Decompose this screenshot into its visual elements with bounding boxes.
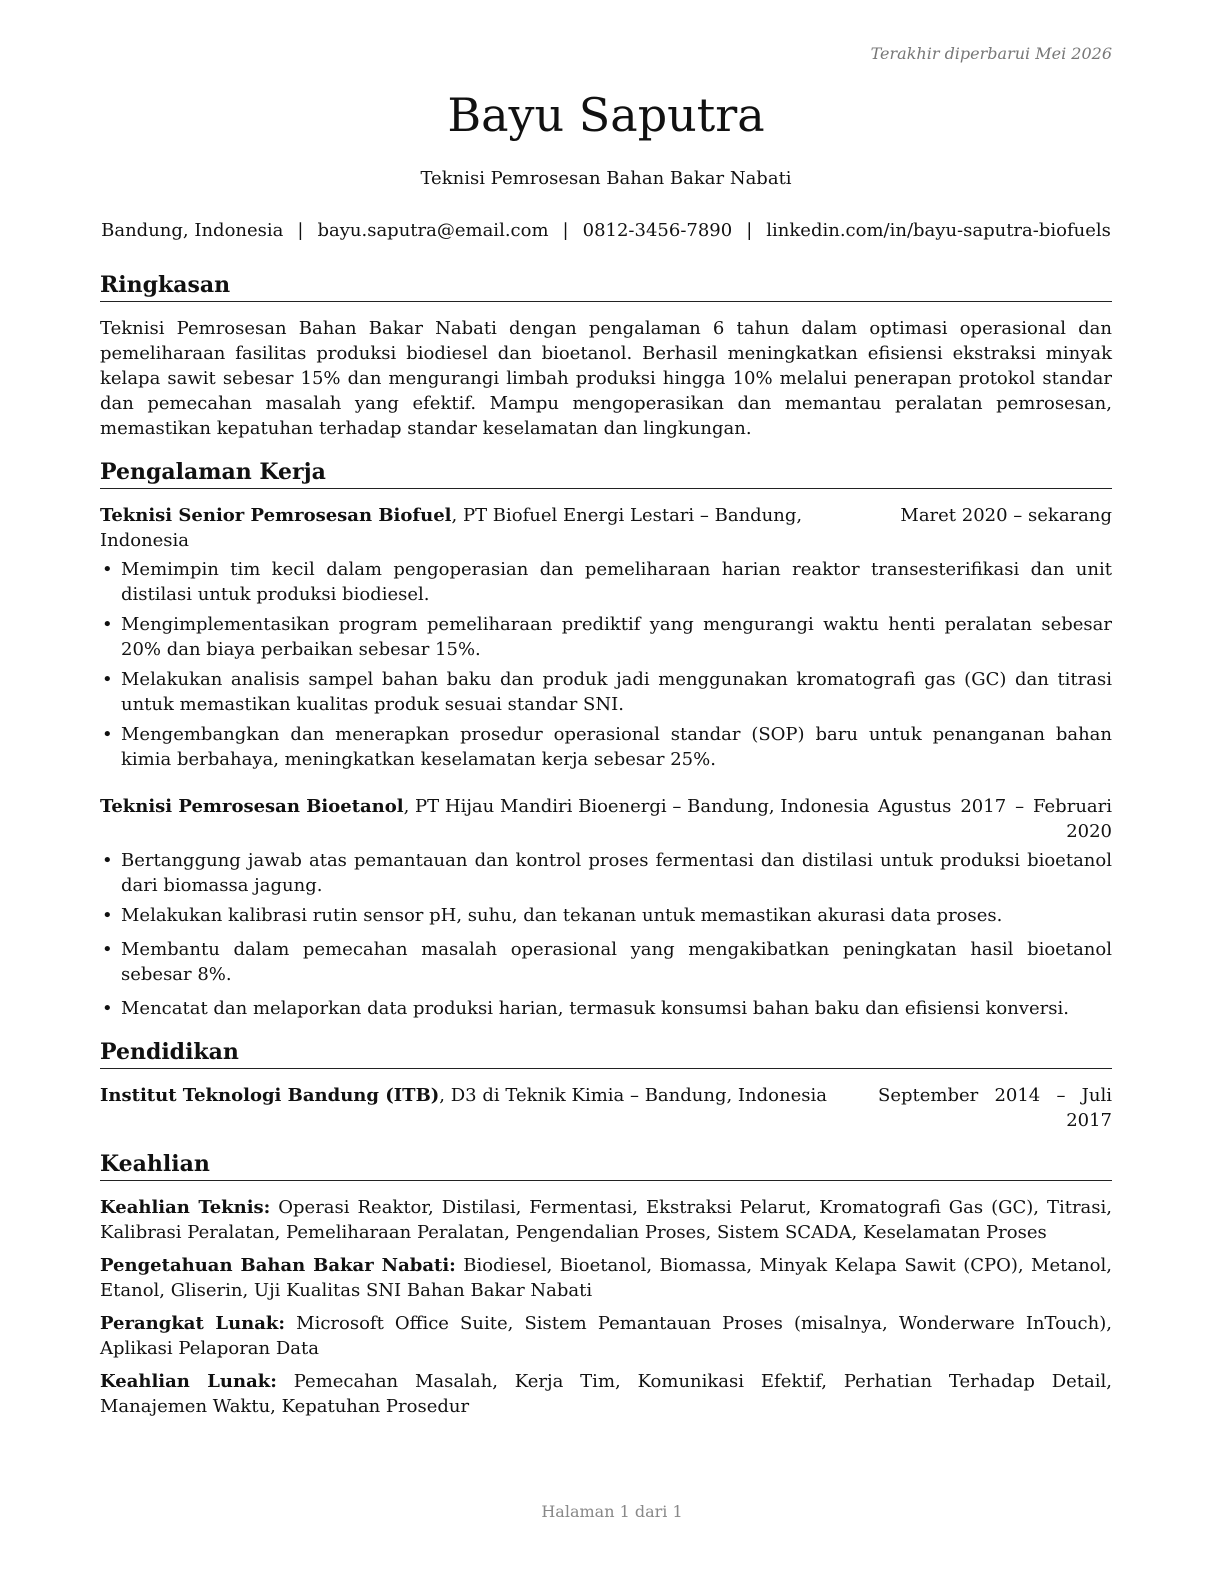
job-bullets [100, 557, 1112, 772]
job-dates: Agustus 2017 – Februari 2020 [878, 796, 1112, 842]
contact-separator: | [297, 220, 304, 241]
job-bullet: • Mengimplementasikan program pemeliharaan prediktif yang mengurangi waktu henti peralatan sebesar 20% dan biaya perbaikan sebesar 15%. [100, 612, 1112, 662]
contact-separator: | [746, 220, 753, 241]
section-heading-education: Pendidikan [100, 1037, 1112, 1069]
summary-section [100, 270, 1112, 441]
page-footer: Halaman 1 dari 1 [541, 1502, 683, 1521]
skill-row [100, 1369, 1112, 1419]
skill-text: Biodiesel, Bioetanol, Biomassa, Minyak Kelapa Sawit (CPO), Metanol, Etanol, Gliserin, Uji Kualitas SNI Bahan Bakar Nabati [100, 1255, 1112, 1301]
job-header [100, 794, 1112, 844]
candidate-name: Bayu Saputra [447, 88, 765, 142]
education-dates: September 2014 – Juli 2017 [878, 1085, 1112, 1131]
job-title: Teknisi Senior Pemrosesan Biofuel [100, 505, 452, 526]
contact-email[interactable]: bayu.saputra@email.com [317, 220, 549, 241]
skill-text: Operasi Reaktor, Distilasi, Fermentasi, Ekstraksi Pelarut, Kromatografi Gas (GC), Titrasi, Kalibrasi Peralatan, Pemeliharaan Peralatan, Pengendalian Proses, Sistem SCADA, Keselamatan Proses [100, 1197, 1112, 1243]
job-dates: Maret 2020 – sekarang [900, 505, 1112, 526]
education-entry [100, 1083, 1112, 1133]
skill-label: Pengetahuan Bahan Bakar Nabati: [100, 1255, 456, 1276]
skill-row [100, 1195, 1112, 1245]
resume-content [100, 270, 1112, 1419]
skill-row [100, 1311, 1112, 1361]
section-heading-summary: Ringkasan [100, 270, 1112, 302]
job-header [100, 503, 1112, 553]
job-title: Teknisi Pemrosesan Bioetanol [100, 796, 404, 817]
skill-text: Pemecahan Masalah, Kerja Tim, Komunikasi Efektif, Perhatian Terhadap Detail, Manajemen Waktu, Kepatuhan Prosedur [100, 1371, 1112, 1417]
job-bullet: • Melakukan kalibrasi rutin sensor pH, suhu, dan tekanan untuk memastikan akurasi data proses. [100, 903, 1112, 928]
skill-label: Perangkat Lunak: [100, 1313, 286, 1334]
last-updated: Terakhir diperbarui Mei 2026 [870, 44, 1112, 63]
skills-section [100, 1149, 1112, 1419]
job-bullet: • Mengembangkan dan menerapkan prosedur operasional standar (SOP) baru untuk penanganan bahan kimia berbahaya, meningkatkan keselamatan kerja sebesar 25%. [100, 722, 1112, 772]
contact-separator: | [562, 220, 569, 241]
skill-label: Keahlian Lunak: [100, 1371, 277, 1392]
job-entry [100, 503, 1112, 772]
job-entry [100, 794, 1112, 1021]
job-org: , PT Hijau Mandiri Bioenergi – Bandung, Indonesia [403, 796, 870, 817]
job-bullet: • Mencatat dan melaporkan data produksi harian, termasuk konsumsi bahan baku dan efisiensi konversi. [100, 996, 1112, 1021]
summary-text: Teknisi Pemrosesan Bahan Bakar Nabati dengan pengalaman 6 tahun dalam optimasi operasional dan pemeliharaan fasilitas produksi biodiesel dan bioetanol. Berhasil meningkatkan efisiensi ekstraksi minyak kelapa sawit sebesar 15% dan mengurangi limbah produksi hingga 10% melalui penerapan protokol standar dan pemecahan masalah yang efektif. Mampu mengoperasikan dan memantau peralatan pemrosesan, memastikan kepatuhan terhadap standar keselamatan dan lingkungan. [100, 318, 1112, 439]
candidate-headline: Teknisi Pemrosesan Bahan Bakar Nabati [420, 168, 792, 189]
job-bullet: • Melakukan analisis sampel bahan baku dan produk jadi menggunakan kromatografi gas (GC) dan titrasi untuk memastikan kualitas produk sesuai standar SNI. [100, 667, 1112, 717]
skill-text: Microsoft Office Suite, Sistem Pemantauan Proses (misalnya, Wonderware InTouch), Aplikasi Pelaporan Data [100, 1313, 1112, 1359]
job-bullet: • Memimpin tim kecil dalam pengoperasian dan pemeliharaan harian reaktor transesterifikasi dan unit distilasi untuk produksi biodiesel. [100, 557, 1112, 607]
job-bullet: • Membantu dalam pemecahan masalah operasional yang mengakibatkan peningkatan hasil bioetanol sebesar 8%. [100, 937, 1112, 987]
school-name: Institut Teknologi Bandung (ITB) [100, 1085, 440, 1106]
skill-label: Keahlian Teknis: [100, 1197, 271, 1218]
contact-line [100, 220, 1112, 241]
skill-row [100, 1253, 1112, 1303]
degree-detail: , D3 di Teknik Kimia – Bandung, Indonesia [439, 1085, 827, 1106]
job-org: , PT Biofuel Energi Lestari – Bandung, Indonesia [100, 505, 803, 551]
job-bullets [100, 848, 1112, 1021]
education-section [100, 1037, 1112, 1133]
contact-location: Bandung, Indonesia [101, 220, 284, 241]
job-bullet: • Bertanggung jawab atas pemantauan dan kontrol proses fermentasi dan distilasi untuk produksi bioetanol dari biomassa jagung. [100, 848, 1112, 898]
contact-linkedin[interactable]: linkedin.com/in/bayu-saputra-biofuels [766, 220, 1111, 241]
contact-phone: 0812-3456-7890 [582, 220, 733, 241]
section-heading-skills: Keahlian [100, 1149, 1112, 1181]
experience-section [100, 457, 1112, 1021]
section-heading-experience: Pengalaman Kerja [100, 457, 1112, 489]
